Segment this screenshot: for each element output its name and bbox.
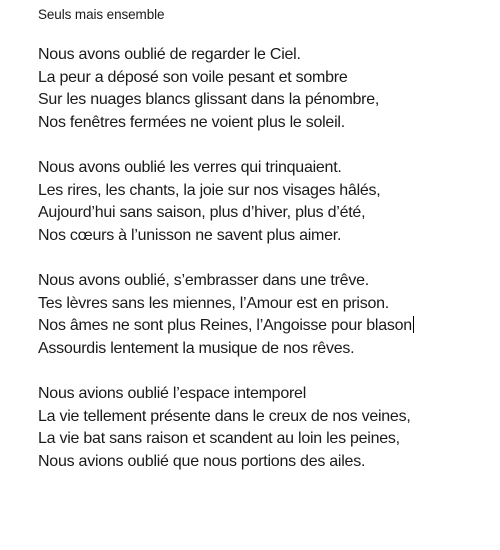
poem-line[interactable]: Nos fenêtres fermées ne voient plus le soleil. [38, 113, 345, 131]
document-page [38, 6, 493, 496]
poem-line[interactable]: Les rires, les chants, la joie sur nos visages hâlés, [38, 181, 381, 199]
poem-line[interactable]: Assourdis lentement la musique de nos rêves. [38, 339, 355, 357]
poem-line[interactable]: Tes lèvres sans les miennes, l’Amour est en prison. [38, 294, 389, 312]
poem-line[interactable]: Nous avions oublié l’espace intemporel [38, 385, 306, 402]
text-cursor [413, 316, 414, 333]
poem-line[interactable]: Nous avions oublié que nous portions des ailes. [38, 452, 366, 470]
stanza-3 [38, 270, 493, 360]
poem-line[interactable]: Nos cœurs à l’unisson ne savent plus aimer. [38, 226, 342, 244]
poem-line[interactable]: Nous avons oublié de regarder le Ciel. [38, 46, 301, 63]
poem-line[interactable]: Sur les nuages blancs glissant dans la pénombre, [38, 91, 380, 108]
poem-line[interactable]: Aujourd’hui sans saison, plus d’hiver, plus d’été, [38, 204, 366, 221]
poem-line[interactable]: Nous avons oublié les verres qui trinquaient. [38, 159, 342, 176]
stanza-4 [38, 383, 493, 473]
poem-line[interactable]: La vie tellement présente dans le creux de nos veines, [38, 407, 411, 425]
stanza-1 [38, 44, 493, 134]
poem-line[interactable]: La vie bat sans raison et scandent au loin les peines, [38, 430, 400, 447]
poem-line-text[interactable]: Nos âmes ne sont plus Reines, l’Angoisse pour blason [38, 317, 412, 334]
poem-line[interactable]: La peur a déposé son voile pesant et sombre [38, 68, 348, 86]
poem-line-with-cursor[interactable] [38, 315, 493, 338]
poem-title: Seuls mais ensemble [38, 7, 165, 22]
stanza-2 [38, 157, 493, 247]
poem-line[interactable]: Nous avons oublié, s’embrasser dans une trêve. [38, 272, 369, 289]
